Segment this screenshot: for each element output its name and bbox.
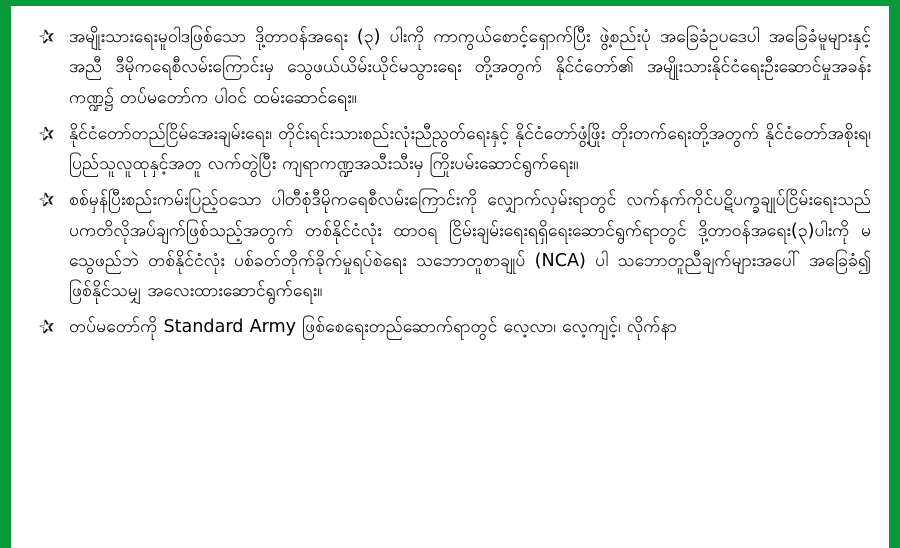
top-rule — [11, 6, 889, 9]
list-item — [25, 312, 875, 342]
star-icon — [25, 119, 69, 147]
star-icon — [25, 312, 69, 340]
star-icon — [25, 185, 69, 213]
list-item — [25, 22, 875, 113]
bullet-glyph: ✰ — [36, 121, 57, 147]
list-item — [25, 119, 875, 180]
paragraph-text: အမျိုးသားရေးမူဝါဒဖြစ်သော ဒို့တာဝန်အရေး (၃) ပါးကို ကာကွယ်စောင့်ရှောက်ပြီး ဖွဲ့စည်းပုံ အခြေခံဥပဒေပါ အခြေခံမူများနှင့်အညီ ဒီမိုကရေစီလမ်းကြောင်းမှ သွေဖယ်ယိမ်းယိုင်မသွားရေး တို့အတွက် နိုင်ငံတော်၏ အမျိုးသားနိုင်ငံရေးဦးဆောင်မှုအခန်းကဏ္ဍ၌ တပ်မတော်က ပါဝင် ထမ်းဆောင်ရေး။ — [69, 27, 871, 108]
bullet-glyph: ✰ — [36, 24, 57, 50]
paragraph-text: နိုင်ငံတော်တည်ငြိမ်အေးချမ်းရေး၊ တိုင်းရင်းသားစည်းလုံးညီညွတ်ရေးနှင့် နိုင်ငံတော်ဖွံ့ဖြိုး တိုးတက်ရေးတို့အတွက် နိုင်ငံတော်အစိုးရ၊ ပြည်သူလူထုနှင့်အတူ လက်တွဲပြီး ကျရာကဏ္ဍအသီးသီးမှ ကြိုးပမ်းဆောင်ရွက်ရေး။ — [69, 123, 871, 174]
bullet-glyph: ✰ — [36, 314, 57, 340]
paragraph-text: တပ်မတော်ကို Standard Army ဖြစ်စေရေးတည်ဆောက်ရာတွင် လေ့လာ၊ လေ့ကျင့်၊ လိုက်နာ — [69, 317, 677, 338]
paragraph-text: စစ်မှန်ပြီးစည်းကမ်းပြည့်ဝသော ပါတီစုံဒီမိုကရေစီလမ်းကြောင်းကို လျှောက်လှမ်းရာတွင် လက်နက်ကိုင်ပဋိပက္ခချုပ်ငြိမ်းရေးသည် ပကတိလိုအပ်ချက်ဖြစ်သည့်အတွက် တစ်နိုင်ငံလုံး ထာဝရ ငြိမ်းချမ်းရေးရရှိရေးဆောင်ရွက်ရာတွင် ဒို့တာဝန်အရေး(၃)ပါးကို မသွေဖည်ဘဲ တစ်နိုင်ငံလုံး ပစ်ခတ်တိုက်ခိုက်မှုရပ်စဲရေး သဘောတူစာချုပ် (NCA) ပါ သဘောတူညီချက်များအပေါ် အခြေခံ၍ ဖြစ်နိုင်သမျှ အလေးထားဆောင်ရွက်ရေး။ — [69, 190, 871, 301]
document-content — [11, 12, 889, 548]
star-icon — [25, 22, 69, 50]
list-item — [25, 185, 875, 306]
bullet-glyph: ✰ — [36, 187, 57, 213]
